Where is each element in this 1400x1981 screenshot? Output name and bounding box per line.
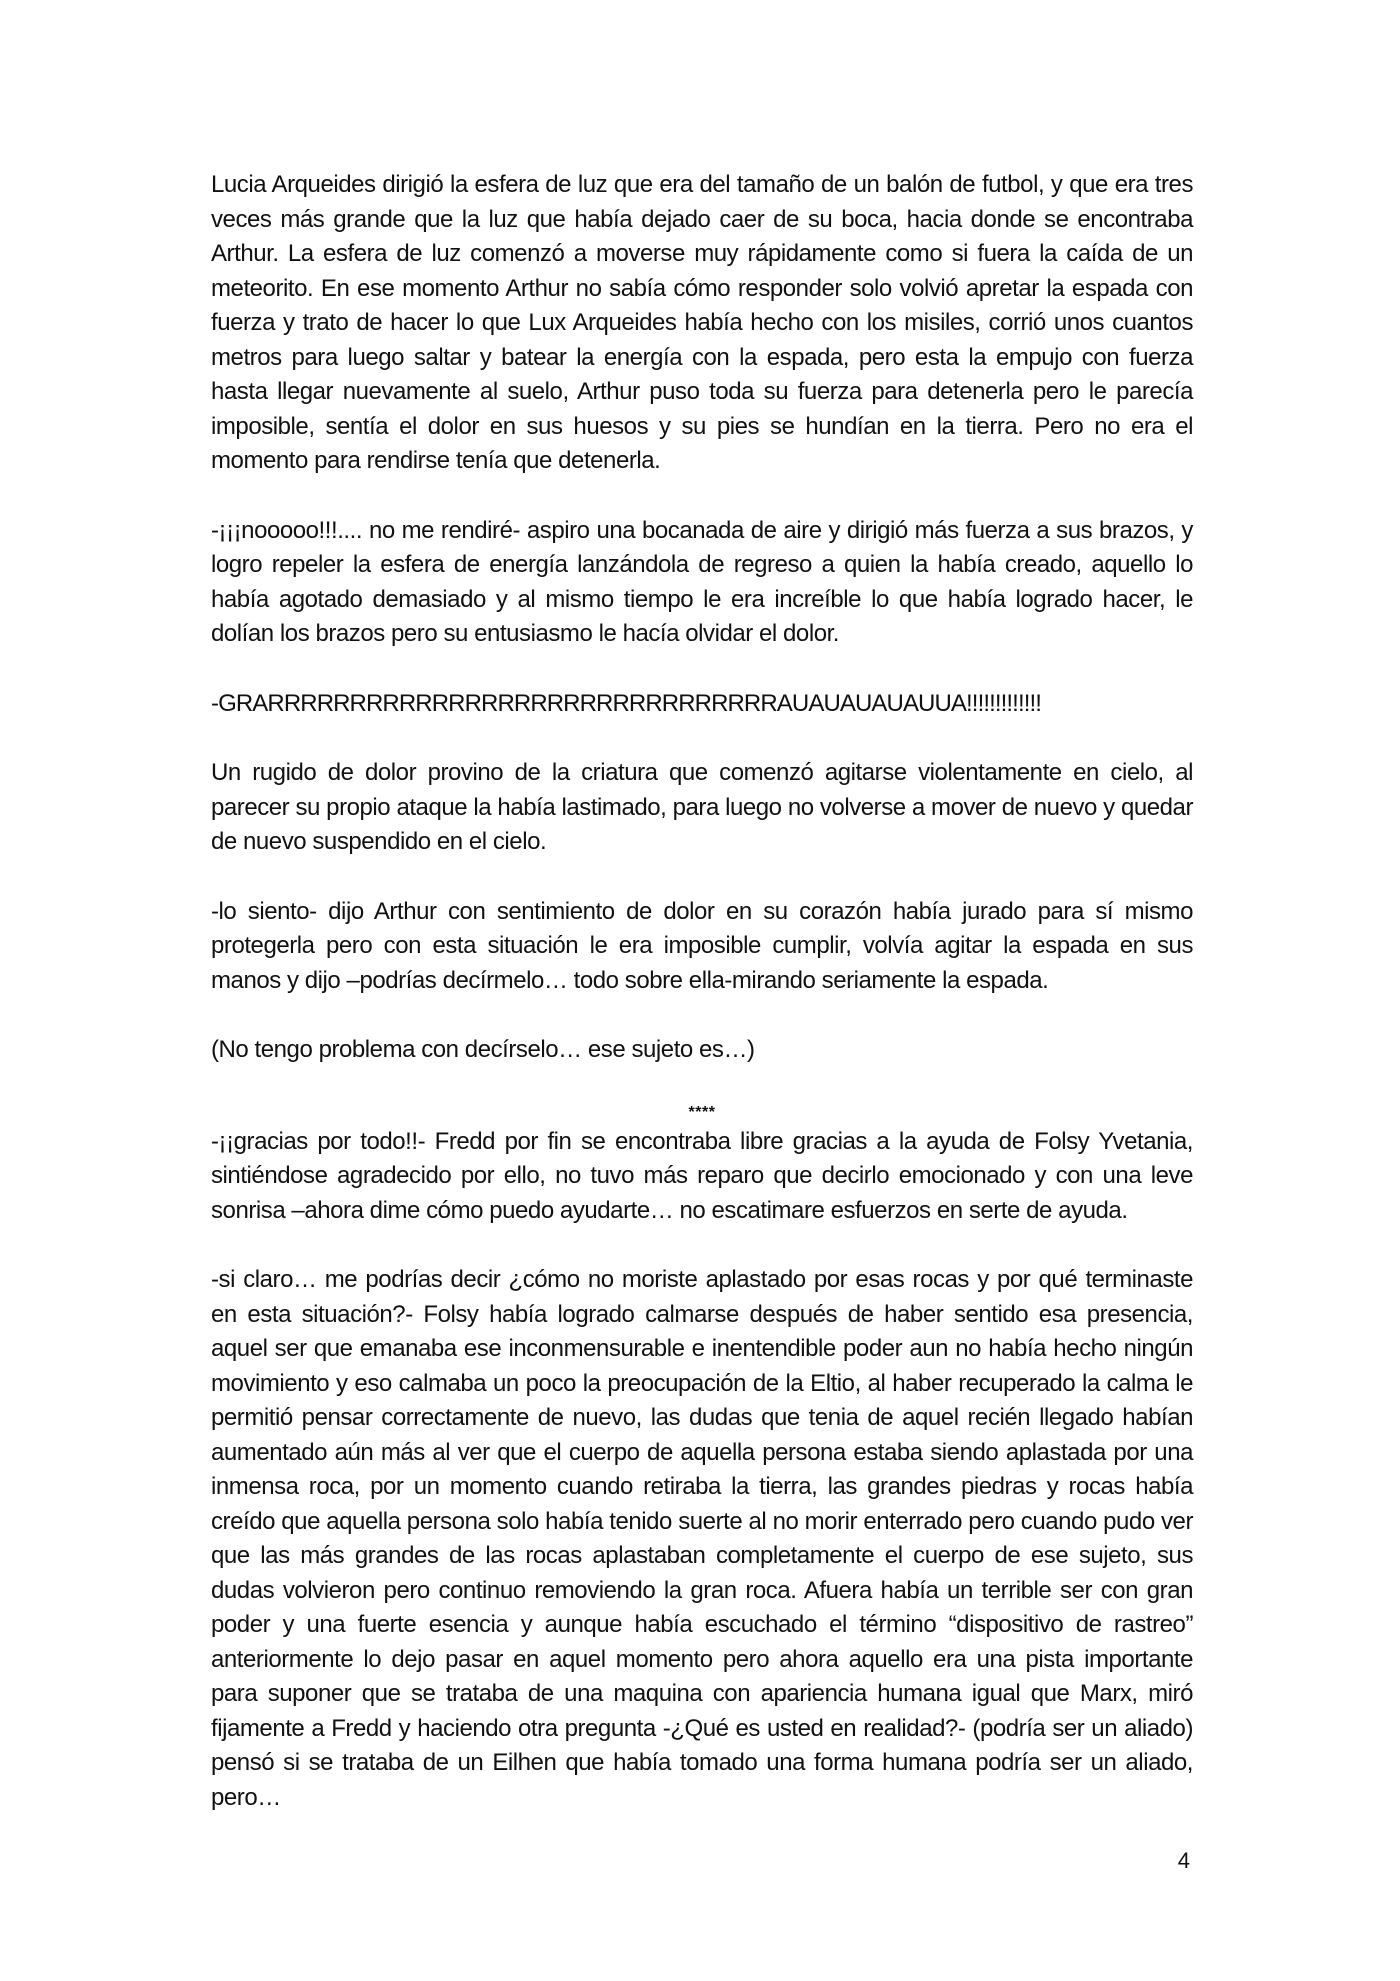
body-text [211,168,1193,1850]
paragraph-arthur-repels: -¡¡¡nooooo!!!.... no me rendiré- aspiro una bocanada de aire y dirigió más fuerza a sus brazos, y logro repeler la esfera de energía lanzándola de regreso a quien la había creado, aquello lo había agotado demasiado y al mismo tiempo le era increíble lo que había logrado hacer, le dolían los brazos pero su entusiasmo le hacía olvidar el dolor. [211,516,1193,647]
scene-separator: **** [688,1103,716,1121]
paragraph-roar-of-pain: Un rugido de dolor provino de la criatura que comenzó agitarse violentamente en cielo, al parecer su propio ataque la había lastimado, para luego no volverse a mover de nuevo y quedar de nuevo suspendido en el cielo. [211,759,1193,855]
paragraph-folsy-question: -si claro… me podrías decir ¿cómo no moriste aplastado por esas rocas y por qué terminaste en esta situación?- Folsy había logrado calmarse después de haber sentido esa presencia, aquel ser que emanaba ese inconmensurable e inentendible poder aun no había hecho ningún movimiento y eso calmaba un poco la preocupación de la Eltio, al haber recuperado la calma le permitió pensar correctamente de nuevo, las dudas que tenia de aquel recién llegado habían aumentado aún más al ver que el cuerpo de aquella persona estaba siendo aplastada por una inmensa roca, por un momento cuando retiraba la tierra, las grandes piedras y rocas había creído que aquella persona solo había tenido suerte al no morir enterrado pero cuando pudo ver que las más grandes de las rocas aplastaban completamente el cuerpo de ese sujeto, sus dudas volvieron pero continuo removiendo la gran roca. Afuera había un terrible ser con gran poder y una fuerte esencia y aunque había escuchado el término “dispositivo de rastreo” anteriormente lo dejo pasar en aquel momento pero ahora aquello era una pista importante para suponer que se trataba de una maquina con apariencia humana igual que Marx, miró fijamente a Fredd y haciendo otra pregunta -¿Qué es usted en realidad?- (podría ser un aliado) pensó si se trataba de un Eilhen que había tomado una forma humana podría ser un aliado, pero… [211,1266,1193,1811]
paragraph-creature-roar: -GRARRRRRRRRRRRRRRRRRRRRRRRRRRRRRRRAUAUAUAUAUUA!!!!!!!!!!!!! [211,689,1042,717]
paragraph-battle-sphere: Lucia Arqueides dirigió la esfera de luz que era del tamaño de un balón de futbol, y que era tres veces más grande que la luz que había dejado caer de su boca, hacia donde se encontraba Arthur. La esfera de luz comenzó a moverse muy rápidamente como si fuera la caída de un meteorito. En ese momento Arthur no sabía cómo responder solo volvió apretar la espada con fuerza y trato de hacer lo que Lux Arqueides había hecho con los misiles, corrió unos cuantos metros para luego saltar y batear la energía con la espada, pero esta la empujo con fuerza hasta llegar nuevamente al suelo, Arthur puso toda su fuerza para detenerla pero le parecía imposible, sentía el dolor en sus huesos y su pies se hundían en la tierra. Pero no era el momento para rendirse tenía que detenerla. [211,171,1193,474]
paragraph-arthur-apology: -lo siento- dijo Arthur con sentimiento de dolor en su corazón había jurado para sí mismo protegerla pero con esta situación le era imposible cumplir, volvía agitar la espada en sus manos y dijo –podrías decírmelo… todo sobre ella-mirando seriamente la espada. [211,897,1193,994]
paragraph-sword-reply: (No tengo problema con decírselo… ese sujeto es…) [211,1036,755,1063]
page-number: 4 [1177,1848,1190,1873]
paragraph-fredd-thanks: -¡¡gracias por todo!!- Fredd por fin se encontraba libre gracias a la ayuda de Folsy Yvetania, sintiéndose agradecido por ello, no tuvo más reparo que decirlo emocionado y con una leve sonrisa –ahora dime cómo puedo ayudarte… no escatimare esfuerzos en serte de ayuda. [211,1127,1193,1224]
